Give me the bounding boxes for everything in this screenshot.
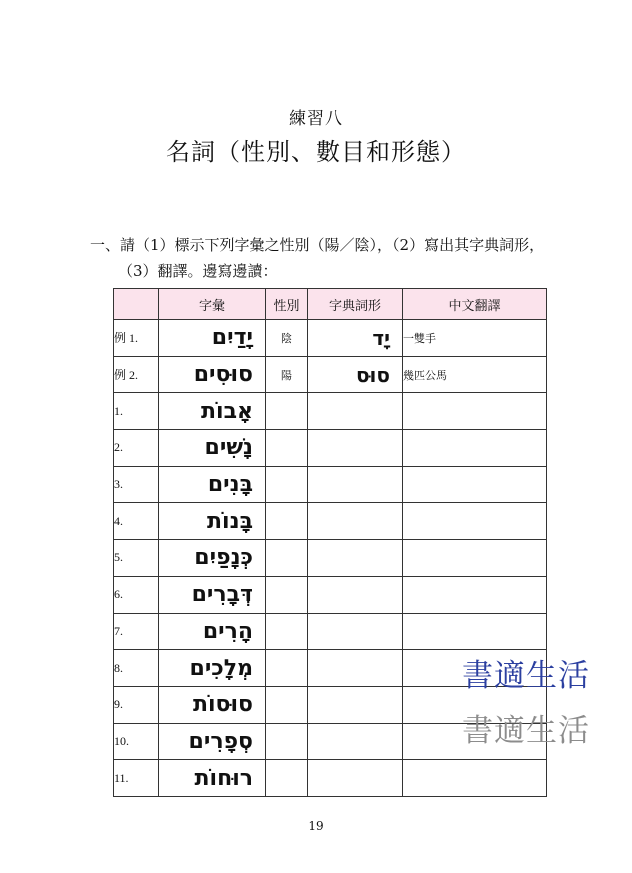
page-number: 19 (308, 819, 324, 833)
table-row (114, 430, 547, 467)
dictionary-form-cell[interactable] (308, 393, 403, 430)
translation-cell[interactable] (403, 760, 547, 797)
table-header-row (114, 289, 547, 320)
hebrew-word: מְלָכִים (159, 650, 266, 687)
page-title: 名詞（性別、數目和形態） (166, 138, 466, 166)
hebrew-word: סְפָרִים (159, 723, 266, 760)
translation-cell[interactable] (403, 393, 547, 430)
table-row (114, 320, 547, 357)
hebrew-word: כְּנָפַיִם (159, 540, 266, 577)
gender-cell[interactable] (266, 430, 308, 467)
translation-cell[interactable] (403, 466, 547, 503)
hebrew-word: בָּנִים (159, 466, 266, 503)
hebrew-word: רוּחוֹת (159, 760, 266, 797)
row-number: 例 1. (114, 320, 159, 357)
table-row (114, 356, 547, 393)
hebrew-word: סוּסוֹת (159, 686, 266, 723)
header-gender: 性別 (266, 289, 308, 320)
exercise-title: 練習八 (289, 109, 343, 129)
hebrew-word: אָבוֹת (159, 393, 266, 430)
dictionary-form-cell[interactable] (308, 540, 403, 577)
dictionary-form-cell: סוּס (308, 356, 403, 393)
gender-cell[interactable] (266, 760, 308, 797)
dictionary-form-cell[interactable] (308, 650, 403, 687)
translation-cell[interactable] (403, 613, 547, 650)
gender-cell[interactable] (266, 576, 308, 613)
row-number: 例 2. (114, 356, 159, 393)
hebrew-word: דְּבָרִים (159, 576, 266, 613)
table-row (114, 503, 547, 540)
gender-cell[interactable] (266, 686, 308, 723)
watermark-gray: 書適生活 (462, 713, 590, 749)
instruction-line-1: 一、請（1）標示下列字彙之性別（陽／陰），（2）寫出其字典詞形， (90, 236, 545, 254)
translation-cell: 幾匹公馬 (403, 356, 547, 393)
instruction-line-2: （3）翻譯。邊寫邊讀： (118, 262, 278, 280)
header-number (114, 289, 159, 320)
dictionary-form-cell: יָד (308, 320, 403, 357)
translation-cell: 一雙手 (403, 320, 547, 357)
table-row (114, 760, 547, 797)
watermark-blue: 書適生活 (462, 658, 590, 694)
translation-cell[interactable] (403, 430, 547, 467)
table-row (114, 393, 547, 430)
dictionary-form-cell[interactable] (308, 576, 403, 613)
row-number: 8. (114, 650, 159, 687)
row-number: 2. (114, 430, 159, 467)
gender-cell[interactable] (266, 723, 308, 760)
row-number: 3. (114, 466, 159, 503)
gender-cell: 陰 (266, 320, 308, 357)
dictionary-form-cell[interactable] (308, 760, 403, 797)
header-dictionary-form: 字典詞形 (308, 289, 403, 320)
hebrew-word: סוּסִים (159, 356, 266, 393)
hebrew-word: הָרִים (159, 613, 266, 650)
gender-cell[interactable] (266, 466, 308, 503)
row-number: 5. (114, 540, 159, 577)
dictionary-form-cell[interactable] (308, 686, 403, 723)
table-row (114, 540, 547, 577)
row-number: 10. (114, 723, 159, 760)
dictionary-form-cell[interactable] (308, 430, 403, 467)
row-number: 11. (114, 760, 159, 797)
hebrew-word: נָשִׁים (159, 430, 266, 467)
gender-cell: 陽 (266, 356, 308, 393)
gender-cell[interactable] (266, 503, 308, 540)
translation-cell[interactable] (403, 576, 547, 613)
hebrew-word: בָּנוֹת (159, 503, 266, 540)
gender-cell[interactable] (266, 613, 308, 650)
table-row (114, 613, 547, 650)
table-row (114, 576, 547, 613)
gender-cell[interactable] (266, 540, 308, 577)
dictionary-form-cell[interactable] (308, 723, 403, 760)
row-number: 6. (114, 576, 159, 613)
dictionary-form-cell[interactable] (308, 503, 403, 540)
gender-cell[interactable] (266, 393, 308, 430)
row-number: 9. (114, 686, 159, 723)
hebrew-word: יָדַיִם (159, 320, 266, 357)
table-row (114, 466, 547, 503)
translation-cell[interactable] (403, 540, 547, 577)
dictionary-form-cell[interactable] (308, 613, 403, 650)
row-number: 4. (114, 503, 159, 540)
header-word: 字彙 (159, 289, 266, 320)
row-number: 1. (114, 393, 159, 430)
translation-cell[interactable] (403, 503, 547, 540)
header-translation: 中文翻譯 (403, 289, 547, 320)
dictionary-form-cell[interactable] (308, 466, 403, 503)
gender-cell[interactable] (266, 650, 308, 687)
row-number: 7. (114, 613, 159, 650)
